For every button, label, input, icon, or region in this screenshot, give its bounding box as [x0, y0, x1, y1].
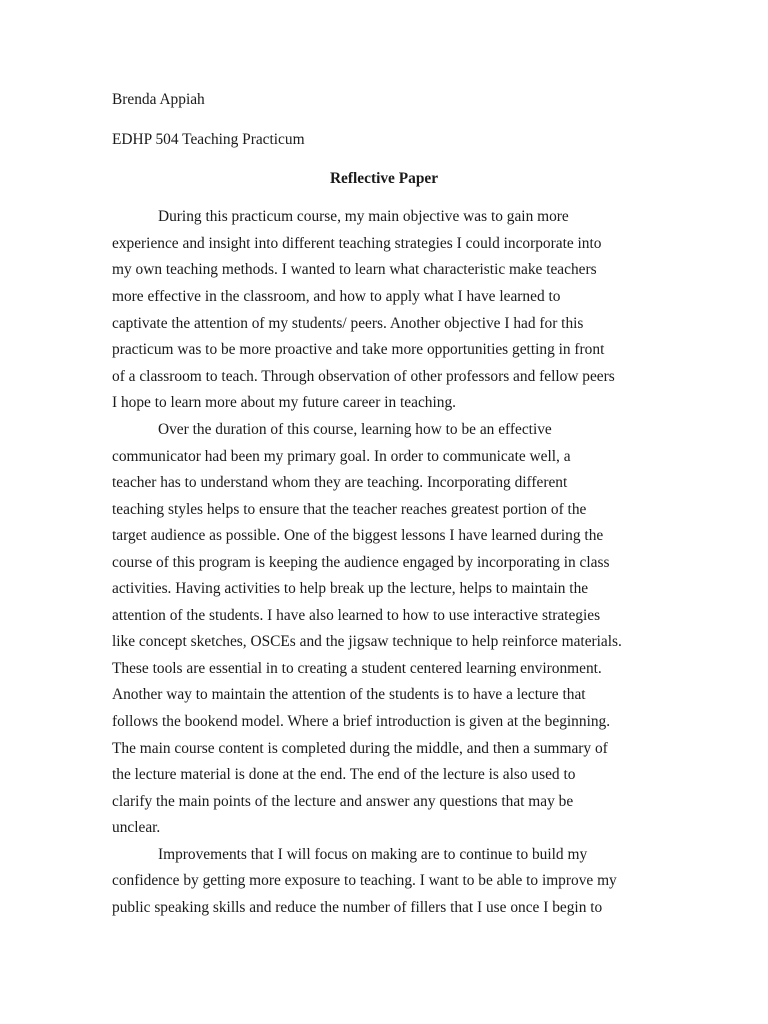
- course-name: EDHP 504 Teaching Practicum: [112, 131, 305, 148]
- paragraph-2-line-7: activities. Having activities to help break up the lecture, helps to maintain the: [112, 580, 589, 597]
- paragraph-1-line-4: more effective in the classroom, and how to apply what I have learned to: [112, 288, 561, 305]
- author-name: Brenda Appiah: [112, 91, 205, 108]
- paper-title: Reflective Paper: [329, 170, 439, 187]
- paragraph-2-line-3: teacher has to understand whom they are teaching. Incorporating different: [112, 474, 568, 491]
- paragraph-3-line-1: Improvements that I will focus on making are to continue to build my: [158, 846, 588, 863]
- paragraph-3-line-2: confidence by getting more exposure to teaching. I want to be able to improve my: [112, 872, 617, 889]
- paragraph-2-line-12: follows the bookend model. Where a brief introduction is given at the beginning.: [112, 713, 611, 730]
- paragraph-1-line-8: I hope to learn more about my future career in teaching.: [112, 394, 457, 411]
- paragraph-1-line-7: of a classroom to teach. Through observation of other professors and fellow peers: [112, 368, 615, 385]
- paragraph-3-line-3: public speaking skills and reduce the number of fillers that I use once I begin to: [112, 899, 603, 916]
- paragraph-2-line-16: unclear.: [112, 819, 161, 836]
- paragraph-2-line-4: teaching styles helps to ensure that the teacher reaches greatest portion of the: [112, 501, 587, 518]
- paragraph-1-line-1: During this practicum course, my main objective was to gain more: [158, 208, 569, 225]
- paragraph-2-line-11: Another way to maintain the attention of the students is to have a lecture that: [112, 686, 586, 703]
- paragraph-1-line-3: my own teaching methods. I wanted to learn what characteristic make teachers: [112, 261, 597, 278]
- paragraph-2-line-10: These tools are essential in to creating a student centered learning environment.: [112, 660, 602, 677]
- paragraph-2-line-13: The main course content is completed during the middle, and then a summary of: [112, 740, 608, 757]
- paragraph-2-line-1: Over the duration of this course, learning how to be an effective: [158, 421, 552, 438]
- paragraph-2-line-9: like concept sketches, OSCEs and the jigsaw technique to help reinforce materials.: [112, 633, 622, 650]
- paragraph-2-line-8: attention of the students. I have also learned to how to use interactive strategies: [112, 607, 601, 624]
- paragraph-2-line-14: the lecture material is done at the end. The end of the lecture is also used to: [112, 766, 576, 783]
- paragraph-2-line-6: course of this program is keeping the audience engaged by incorporating in class: [112, 554, 610, 571]
- paragraph-1-line-5: captivate the attention of my students/ peers. Another objective I had for this: [112, 315, 584, 332]
- paragraph-1-line-6: practicum was to be more proactive and take more opportunities getting in front: [112, 341, 605, 358]
- paragraph-2-line-15: clarify the main points of the lecture and answer any questions that may be: [112, 793, 574, 810]
- paragraph-2-line-2: communicator had been my primary goal. In order to communicate well, a: [112, 448, 571, 465]
- paragraph-1-line-2: experience and insight into different teaching strategies I could incorporate into: [112, 235, 602, 252]
- paragraph-2-line-5: target audience as possible. One of the biggest lessons I have learned during the: [112, 527, 604, 544]
